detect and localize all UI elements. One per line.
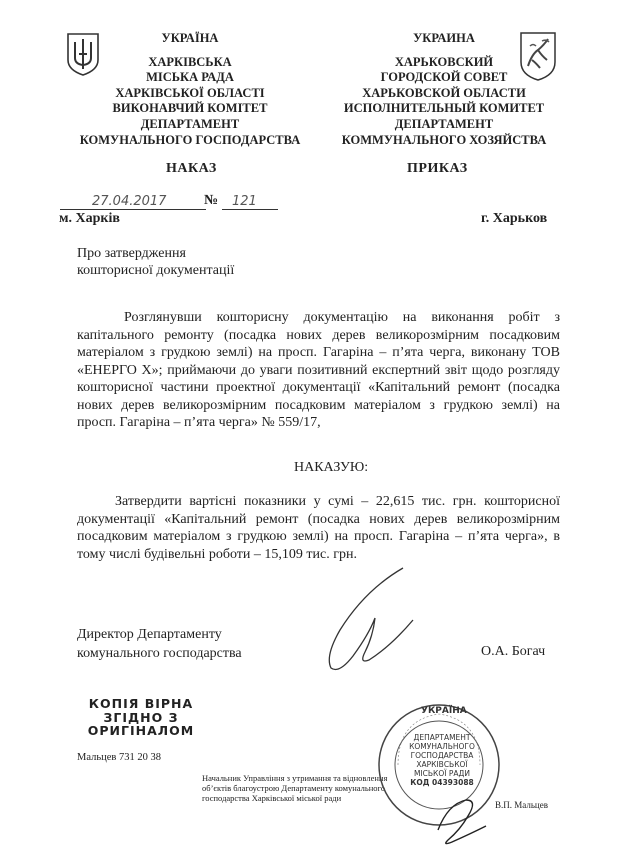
doc-type-russian: ПРИКАЗ [407, 161, 468, 176]
header-ua-line: МІСЬКА РАДА [146, 70, 234, 85]
subject-line: кошторисної документації [77, 263, 235, 278]
subject [77, 245, 234, 279]
header-ru-line: КОММУНАЛЬНОГО ХОЗЯЙСТВА [341, 132, 547, 147]
seal-line: ГОСПОДАРСТВА [410, 751, 474, 760]
certifier-line: об’єктів благоустрою Департаменту комунального [202, 783, 386, 793]
header-ua-line: ДЕПАРТАМЕНТ [140, 116, 240, 131]
header-ru-line: ДЕПАРТАМЕНТ [394, 116, 494, 131]
signatory-position-line: комунального господарства [77, 646, 242, 661]
number-underline [222, 209, 278, 210]
seal-top-text: УКРАЇНА [421, 706, 467, 716]
certifier-block [202, 773, 387, 803]
subject-line: Про затвердження [77, 246, 186, 261]
executor-note: Мальцев 731 20 38 [77, 752, 161, 763]
city-russian: г. Харьков [481, 211, 548, 226]
signatory-position [77, 625, 242, 663]
header-ru-line: ХАРЬКОВСКОЙ ОБЛАСТИ [362, 85, 526, 100]
header-ru-line: ГОРОДСКОЙ СОВЕТ [380, 70, 508, 85]
seal-line: МІСЬКОЇ РАДИ [413, 769, 470, 778]
certifier-signature-icon [408, 790, 498, 850]
certifier-line: Начальник Управління з утримання та відновлення [202, 773, 388, 783]
signatory-position-line: Директор Департаменту [77, 627, 222, 642]
handwritten-signature-icon [295, 560, 445, 680]
seal-center-text [392, 733, 492, 787]
signatory-name: О.А. Богач [481, 644, 546, 659]
seal-line: КОМУНАЛЬНОГО [409, 742, 475, 751]
header-ua-line: ХАРКІВСЬКОЇ ОБЛАСТІ [115, 85, 265, 100]
order-paragraph: Затвердити вартісні показники у сумі – 22,615 тис. грн. кошторисної документації «Капітальний ремонт (посадка нових дерев великорозмірним посадковим матеріалом з грудкою землі) на просп. Гагаріна – п’ята черга», в тому числі будівельні роботи – 15,109 тис. грн. [77, 494, 560, 562]
order-date: 27.04.2017 [92, 194, 167, 209]
header-ru-line: ИСПОЛНИТЕЛЬНЫЙ КОМИТЕТ [343, 101, 545, 116]
order-word: НАКАЗУЮ: [294, 460, 369, 475]
copy-stamp-line: ОРИГІНАЛОМ [87, 723, 195, 738]
header-ru-line: УКРАИНА [413, 31, 475, 45]
header-ua-line: УКРАЇНА [161, 31, 219, 45]
preamble-paragraph: Розглянувши кошторисну документацію на виконання робіт з капітального ремонту (посадка нових дерев великорозмірним посадковим матеріалом з грудкою землі) на просп. Гагаріна – п’ята черга, виконану ТОВ «ЕНЕРГО Х»; приймаючи до уваги позитивний експертний звіт щодо розгляду кошторисної частини проектної документації «Капітальний ремонт (посадка нових дерев великорозмірним посадковим матеріалом з грудкою землі) на просп. Гагаріна – п’ята черга» № 559/17, [77, 310, 560, 430]
copy-certified-stamp [86, 697, 196, 738]
seal-line: КОД 04393088 [410, 778, 474, 787]
seal-line: ДЕПАРТАМЕНТ [413, 733, 471, 742]
copy-stamp-line: КОПІЯ ВІРНА [88, 696, 194, 711]
number-label: № [204, 193, 219, 208]
city-ukrainian: м. Харків [59, 211, 120, 226]
header-ru-line: ХАРЬКОВСКИЙ [394, 54, 494, 69]
header-ua-line: ВИКОНАВЧИЙ КОМІТЕТ [112, 101, 268, 116]
header-ua-line: ХАРКІВСЬКА [148, 54, 232, 69]
certifier-name: В.П. Мальцев [495, 800, 548, 810]
header-russian [314, 31, 574, 148]
date-underline [60, 209, 206, 210]
doc-type-ukrainian: НАКАЗ [166, 161, 217, 176]
header-ua-line: КОМУНАЛЬНОГО ГОСПОДАРСТВА [79, 132, 301, 147]
certifier-line: господарства Харківської міської ради [202, 793, 342, 803]
seal-line: ХАРКІВСЬКОЇ [416, 760, 468, 769]
order-number: 121 [232, 194, 257, 209]
copy-stamp-line: ЗГІДНО З [103, 709, 179, 725]
header-ukrainian [60, 31, 320, 148]
